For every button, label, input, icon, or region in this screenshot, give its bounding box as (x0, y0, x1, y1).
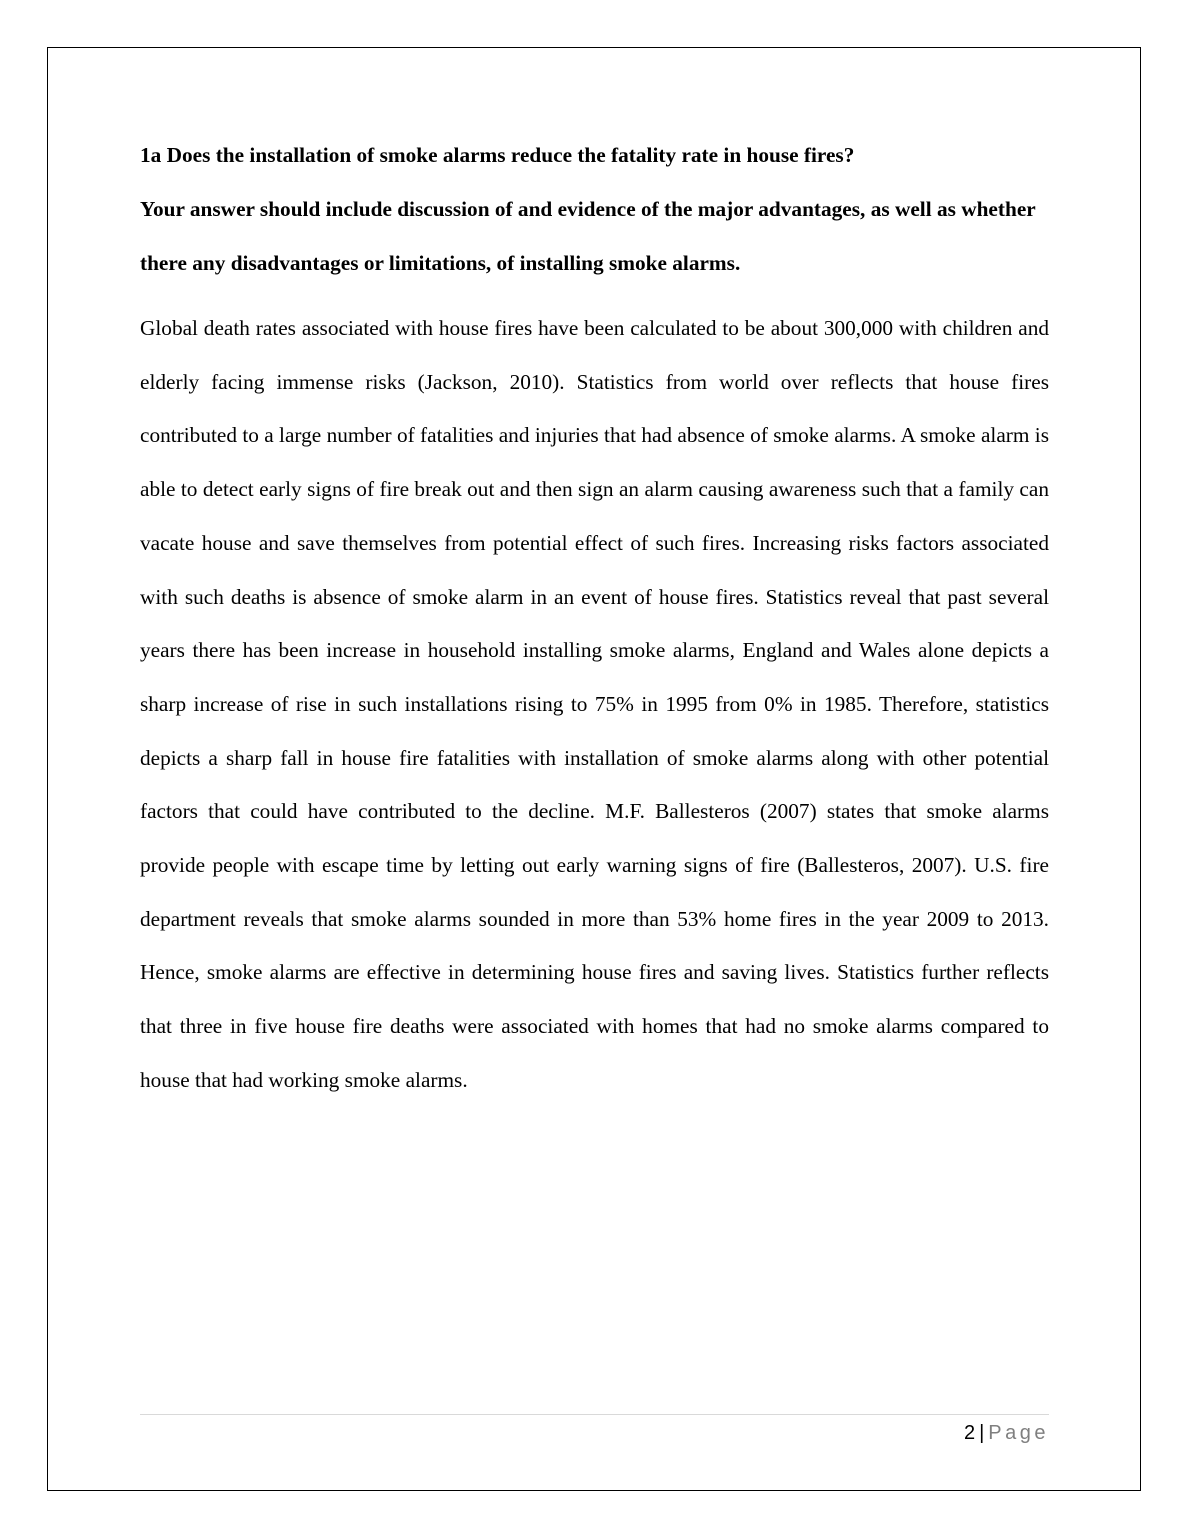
body-paragraph: Global death rates associated with house fires have been calculated to be about 300,000 with children and elderly facing immense risks (Jackson, 2010). Statistics from world over reflects that house fires contributed to a large number of fatalities and injuries that had absence of smoke alarms. A smoke alarm is able to detect early signs of fire break out and then sign an alarm causing awareness such that a family can vacate house and save themselves from potential effect of such fires. Increasing risks factors associated with such deaths is absence of smoke alarm in an event of house fires. Statistics reveal that past several years there has been increase in household installing smoke alarms, England and Wales alone depicts a sharp increase of rise in such installations rising to 75% in 1995 from 0% in 1985. Therefore, statistics depicts a sharp fall in house fire fatalities with installation of smoke alarms along with other potential factors that could have contributed to the decline. M.F. Ballesteros (2007) states that smoke alarms provide people with escape time by letting out early warning signs of fire (Ballesteros, 2007). U.S. fire department reveals that smoke alarms sounded in more than 53% home fires in the year 2009 to 2013. Hence, smoke alarms are effective in determining house fires and saving lives. Statistics further reflects that three in five house fire deaths were associated with homes that had no smoke alarms compared to house that had working smoke alarms. (140, 316, 1049, 1092)
page-label: Page (988, 1422, 1049, 1444)
footer-separator: | (979, 1422, 985, 1444)
page-footer (140, 1414, 1049, 1446)
page-number: 2 (963, 1422, 976, 1444)
document-content (140, 137, 1049, 1108)
question-title: 1a Does the installation of smoke alarms reduce the fatality rate in house fires? (140, 143, 855, 167)
question-instructions: Your answer should include discussion of and evidence of the major advantages, as well as whether there any disadvantages or limitations, of installing smoke alarms. (140, 197, 1036, 275)
